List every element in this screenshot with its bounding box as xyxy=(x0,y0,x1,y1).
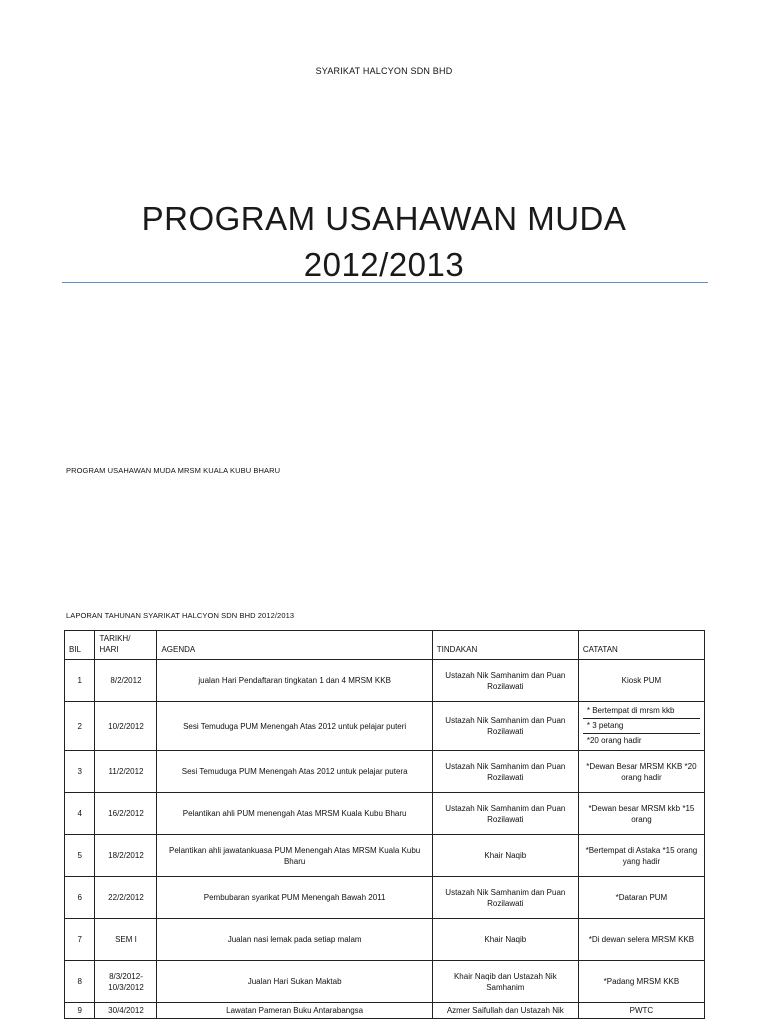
document-title xyxy=(0,196,768,288)
cell-tarikh: SEM I xyxy=(95,919,157,961)
cell-tarikh: 10/2/2012 xyxy=(95,702,157,751)
table-row xyxy=(65,961,705,1003)
report-heading: LAPORAN TAHUNAN SYARIKAT HALCYON SDN BHD 2012/2013 xyxy=(66,611,295,620)
cell-tindakan: Ustazah Nik Samhanim dan Puan Rozilawati xyxy=(432,660,578,702)
cell-agenda: Sesi Temuduga PUM Menengah Atas 2012 untuk pelajar puteri xyxy=(157,702,432,751)
cell-agenda: Jualan Hari Sukan Maktab xyxy=(157,961,432,1003)
cell-tindakan: Khair Naqib xyxy=(432,835,578,877)
document-title-line-2: 2012/2013 xyxy=(303,246,465,283)
table-header-row xyxy=(65,631,705,660)
cell-catatan xyxy=(578,702,704,751)
cell-catatan: Kiosk PUM xyxy=(578,660,704,702)
document-title-line-1: PROGRAM USAHAWAN MUDA xyxy=(141,200,627,237)
cell-tarikh: 11/2/2012 xyxy=(95,751,157,793)
company-header: SYARIKAT HALCYON SDN BHD xyxy=(315,66,453,76)
table-row xyxy=(65,1003,705,1019)
header-agenda: AGENDA xyxy=(157,631,432,660)
cell-tindakan: Ustazah Nik Samhanim dan Puan Rozilawati xyxy=(432,751,578,793)
catatan-part: * Bertempat di mrsm kkb xyxy=(583,704,700,719)
title-underline-rule xyxy=(62,282,708,283)
table-row xyxy=(65,702,705,751)
section-heading: PROGRAM USAHAWAN MUDA MRSM KUALA KUBU BHARU xyxy=(66,466,281,475)
cell-bil: 9 xyxy=(65,1003,95,1019)
cell-tarikh: 30/4/2012 xyxy=(95,1003,157,1019)
cell-tindakan: Ustazah Nik Samhanim dan Puan Rozilawati xyxy=(432,793,578,835)
header-bil: BIL xyxy=(65,631,95,660)
cell-catatan: *Dataran PUM xyxy=(578,877,704,919)
table-row xyxy=(65,835,705,877)
table-row xyxy=(65,919,705,961)
cell-agenda: Jualan nasi lemak pada setiap malam xyxy=(157,919,432,961)
cell-tarikh: 8/2/2012 xyxy=(95,660,157,702)
cell-bil: 4 xyxy=(65,793,95,835)
header-tarikh xyxy=(95,631,157,660)
cell-agenda: Pembubaran syarikat PUM Menengah Bawah 2011 xyxy=(157,877,432,919)
table-row xyxy=(65,660,705,702)
cell-tarikh: 18/2/2012 xyxy=(95,835,157,877)
catatan-part: *20 orang hadir xyxy=(586,736,642,745)
cell-tindakan: Khair Naqib dan Ustazah Nik Samhanim xyxy=(432,961,578,1003)
header-catatan: CATATAN xyxy=(578,631,704,660)
cell-bil: 1 xyxy=(65,660,95,702)
cell-bil: 2 xyxy=(65,702,95,751)
cell-catatan: *Di dewan selera MRSM KKB xyxy=(578,919,704,961)
cell-catatan: *Padang MRSM KKB xyxy=(578,961,704,1003)
cell-agenda: Sesi Temuduga PUM Menengah Atas 2012 untuk pelajar putera xyxy=(157,751,432,793)
cell-agenda: Pelantikan ahli PUM menengah Atas MRSM Kuala Kubu Bharu xyxy=(157,793,432,835)
table-row xyxy=(65,751,705,793)
cell-bil: 6 xyxy=(65,877,95,919)
report-table xyxy=(64,630,705,1019)
cell-bil: 5 xyxy=(65,835,95,877)
cell-bil: 3 xyxy=(65,751,95,793)
catatan-part: * 3 petang xyxy=(583,719,700,734)
header-tarikh-line-2: HARI xyxy=(99,645,119,654)
cell-bil: 7 xyxy=(65,919,95,961)
cell-agenda: Lawatan Pameran Buku Antarabangsa xyxy=(157,1003,432,1019)
table-row xyxy=(65,877,705,919)
cell-tarikh: 16/2/2012 xyxy=(95,793,157,835)
cell-agenda: Pelantikan ahli jawatankuasa PUM Menengah Atas MRSM Kuala Kubu Bharu xyxy=(157,835,432,877)
cell-tindakan: Ustazah Nik Samhanim dan Puan Rozilawati xyxy=(432,702,578,751)
header-tindakan: TINDAKAN xyxy=(432,631,578,660)
cell-agenda: jualan Hari Pendaftaran tingkatan 1 dan 4 MRSM KKB xyxy=(157,660,432,702)
table-row xyxy=(65,793,705,835)
cell-catatan: PWTC xyxy=(578,1003,704,1019)
cell-catatan: *Dewan besar MRSM kkb *15 orang xyxy=(578,793,704,835)
cell-bil: 8 xyxy=(65,961,95,1003)
cell-tindakan: Khair Naqib xyxy=(432,919,578,961)
cell-tarikh: 22/2/2012 xyxy=(95,877,157,919)
header-tarikh-line-1: TARIKH/ xyxy=(99,634,131,643)
cell-catatan: *Dewan Besar MRSM KKB *20 orang hadir xyxy=(578,751,704,793)
cell-tindakan: Azmer Saifullah dan Ustazah Nik xyxy=(432,1003,578,1019)
cell-tarikh: 8/3/2012-10/3/2012 xyxy=(95,961,157,1003)
cell-catatan: *Bertempat di Astaka *15 orang yang hadir xyxy=(578,835,704,877)
cell-tindakan: Ustazah Nik Samhanim dan Puan Rozilawati xyxy=(432,877,578,919)
